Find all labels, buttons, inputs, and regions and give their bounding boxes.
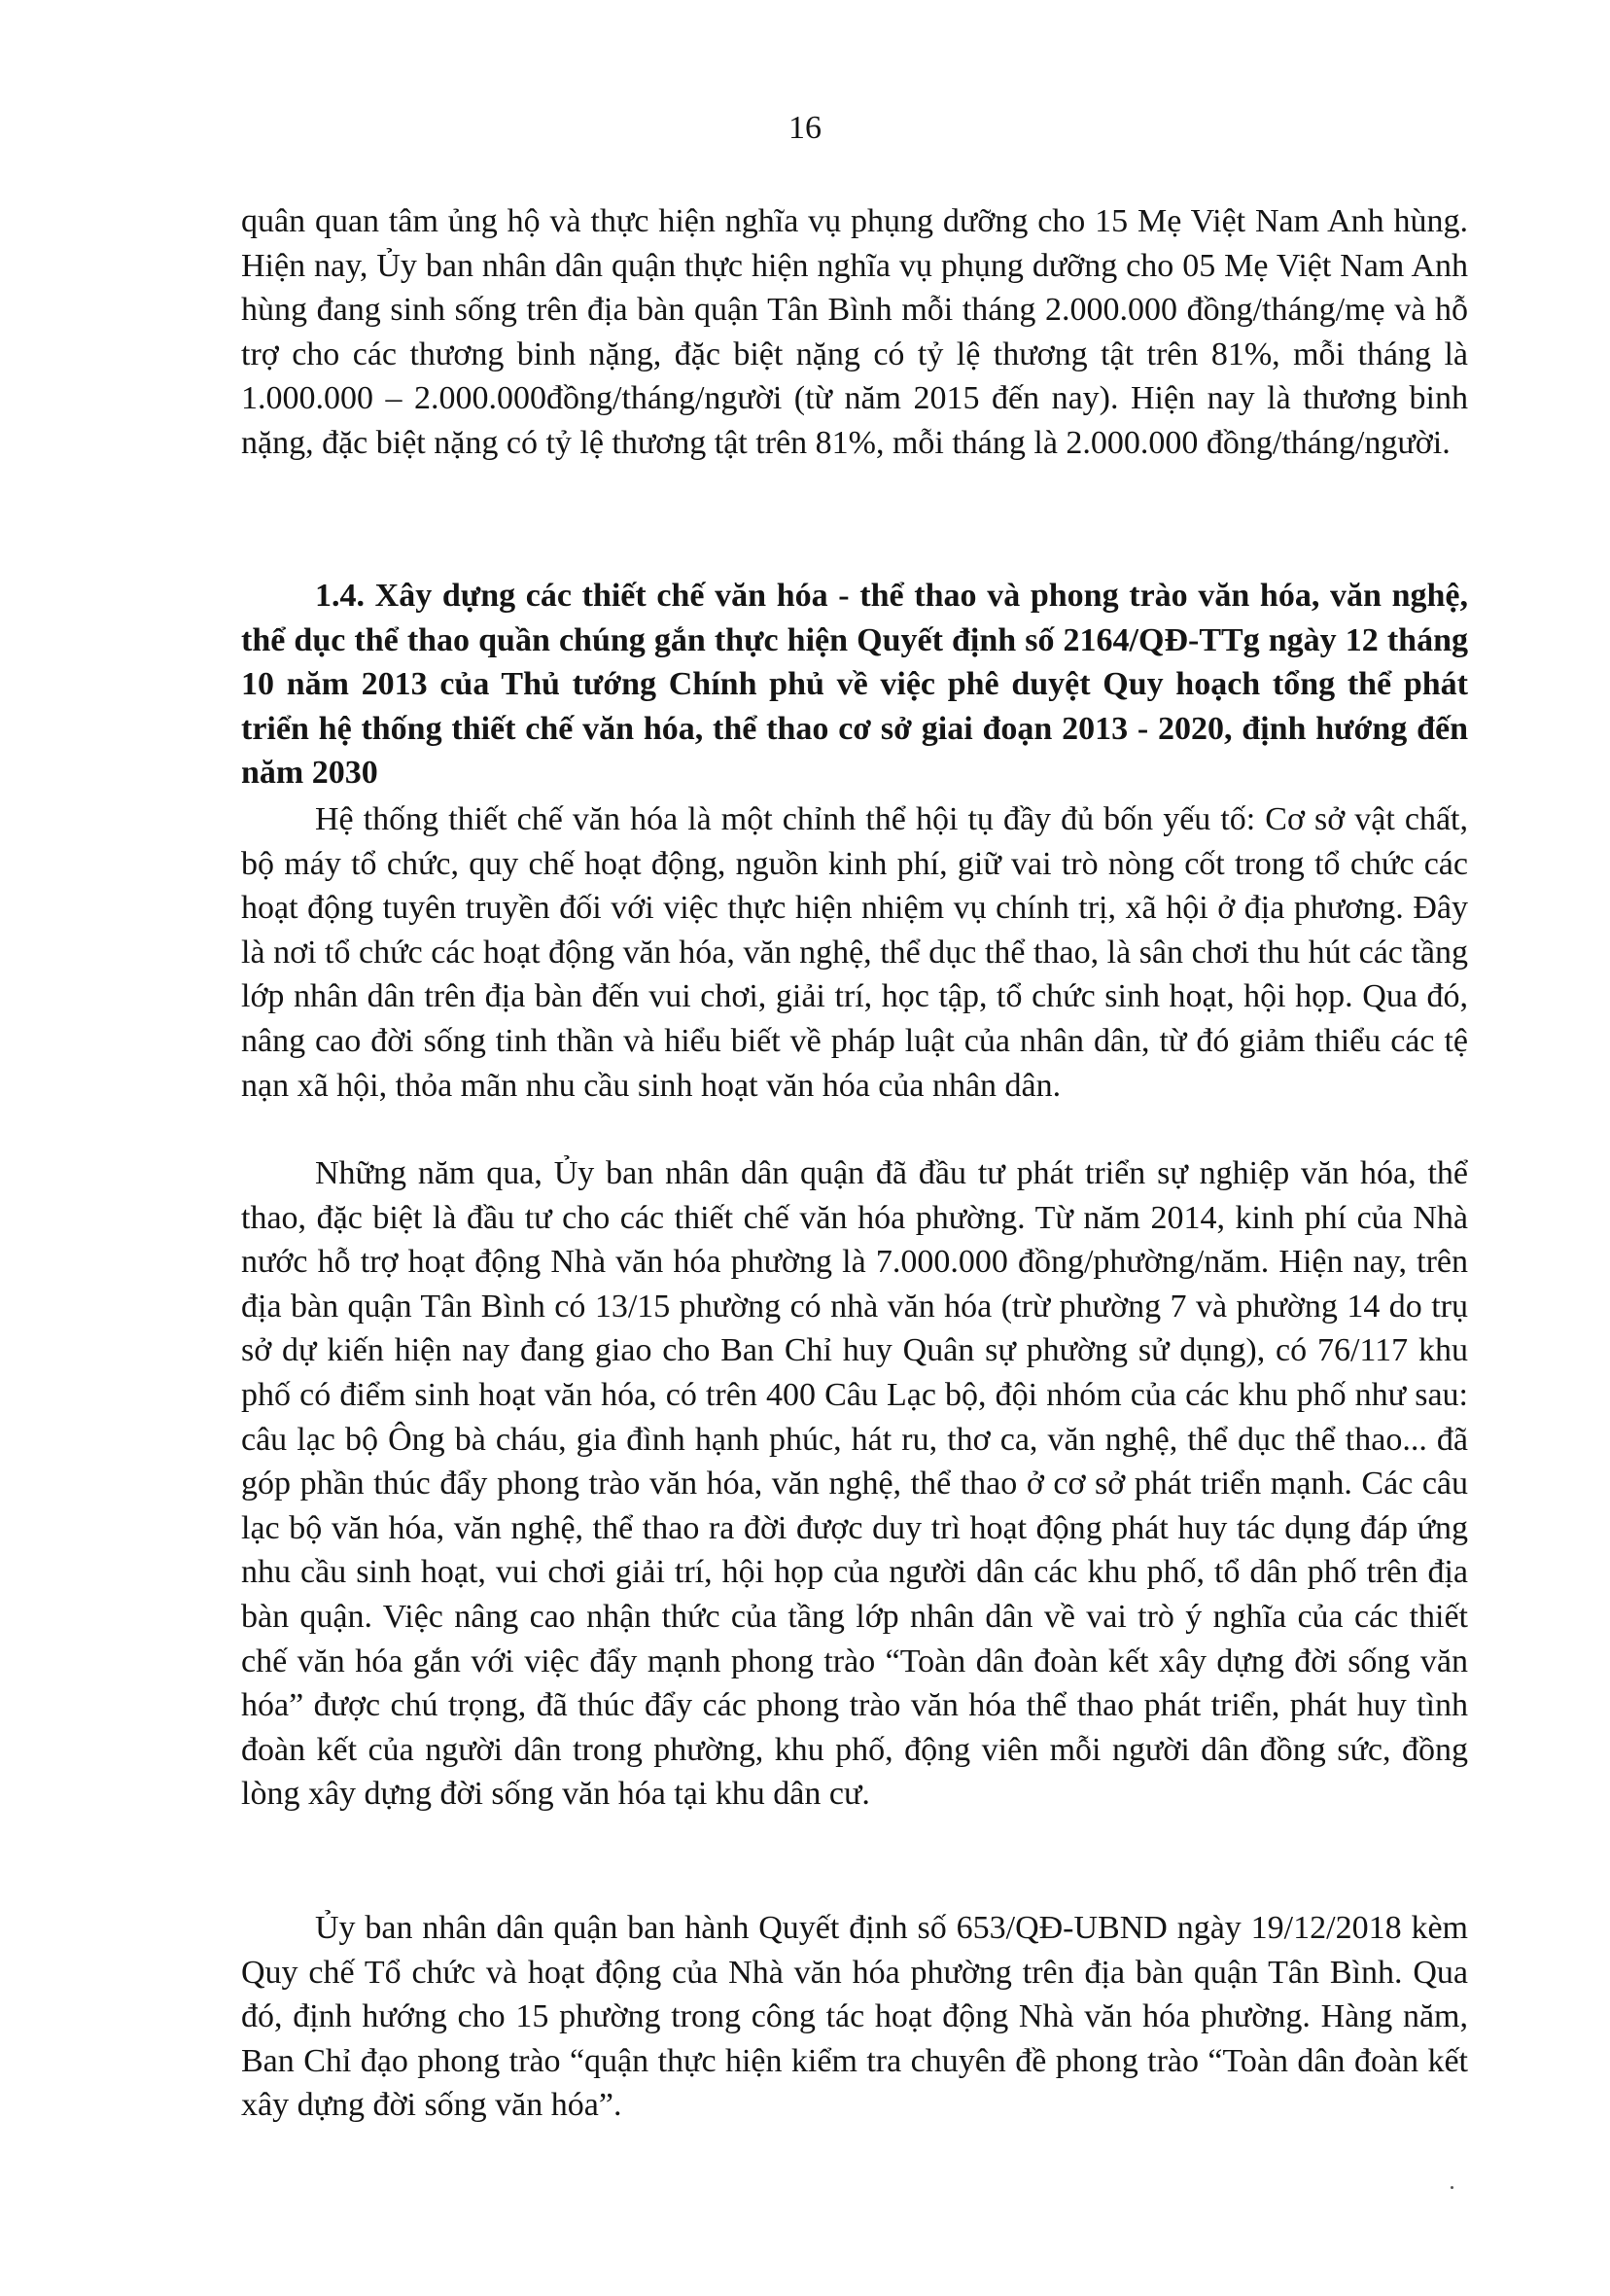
section-heading: 1.4. Xây dựng các thiết chế văn hóa - thể thao và phong trào văn hóa, văn nghệ, thể dục thể thao quần chúng gắn thực hiện Quyết định số 2164/QĐ-TTg ngày 12 tháng 10 năm 2013 của Thủ tướng Chính phủ về việc phê duyệt Quy hoạch tổng thể phát triển hệ thống thiết chế văn hóa, thể thao cơ sở giai đoạn 2013 - 2020, định hướng đến năm 2030 xyxy=(241,578,1468,792)
paragraph-2: Những năm qua, Ủy ban nhân dân quận đã đầu tư phát triển sự nghiệp văn hóa, thể thao, đặc biệt là đầu tư cho các thiết chế văn hóa phường. Từ năm 2014, kinh phí của Nhà nước hỗ trợ hoạt động Nhà văn hóa phường là 7.000.000 đồng/phường/năm. Hiện nay, trên địa bàn quận Tân Bình có 13/15 phường có nhà văn hóa (trừ phường 7 và phường 14 do trụ sở dự kiến hiện nay đang giao cho Ban Chỉ huy Quân sự phường sử dụng), có 76/117 khu phố có điểm sinh hoạt văn hóa, có trên 400 Câu Lạc bộ, đội nhóm của các khu phố như sau: câu lạc bộ Ông bà cháu, gia đình hạnh phúc, hát ru, thơ ca, văn nghệ, thể dục thể thao... đã góp phần thúc đẩy phong trào văn hóa, văn nghệ, thể thao ở cơ sở phát triển mạnh. Các câu lạc bộ văn hóa, văn nghệ, thể thao ra đời được duy trì hoạt động phát huy tác dụng đáp ứng nhu cầu sinh hoạt, vui chơi giải trí, hội họp của người dân các khu phố, tổ dân phố trên địa bàn quận. Việc nâng cao nhận thức của tầng lớp nhân dân về vai trò ý nghĩa của các thiết chế văn hóa gắn với việc đẩy mạnh phong trào “Toàn dân đoàn kết xây dựng đời sống văn hóa” được chú trọng, đã thúc đẩy các phong trào văn hóa thể thao phát triển, phát huy tình đoàn kết của người dân trong phường, khu phố, động viên mỗi người dân đồng sức, đồng lòng xây dựng đời sống văn hóa tại khu dân cư. xyxy=(241,1155,1468,1813)
paragraph-3: Ủy ban nhân dân quận ban hành Quyết định số 653/QĐ-UBND ngày 19/12/2018 kèm Quy chế Tổ chức và hoạt động của Nhà văn hóa phường trên địa bàn quận Tân Bình. Qua đó, định hướng cho 15 phường trong công tác hoạt động Nhà văn hóa phường. Hàng năm, Ban Chỉ đạo phong trào “quận thực hiện kiểm tra chuyên đề phong trào “Toàn dân đoàn kết xây dựng đời sống văn hóa”. xyxy=(241,1910,1468,2124)
paragraph-1-block xyxy=(241,797,1468,1108)
scan-speck xyxy=(1451,2186,1453,2189)
paragraph-1: Hệ thống thiết chế văn hóa là một chỉnh thể hội tụ đầy đủ bốn yếu tố: Cơ sở vật chất, bộ máy tổ chức, quy chế hoạt động, nguồn kinh phí, giữ vai trò nòng cốt trong tổ chức các hoạt động tuyên truyền đối với việc thực hiện nhiệm vụ chính trị, xã hội ở địa phương. Đây là nơi tổ chức các hoạt động văn hóa, văn nghệ, thể dục thể thao, là sân chơi thu hút các tầng lớp nhân dân trên địa bàn đến vui chơi, giải trí, học tập, tổ chức sinh hoạt, hội họp. Qua đó, nâng cao đời sống tinh thần và hiểu biết về pháp luật của nhân dân, từ đó giảm thiểu các tệ nạn xã hội, thỏa mãn nhu cầu sinh hoạt văn hóa của nhân dân. xyxy=(241,801,1468,1104)
paragraph-2-block xyxy=(241,1151,1468,1817)
page-number: 16 xyxy=(788,110,822,146)
section-heading-block xyxy=(241,574,1468,795)
paragraph-3-block xyxy=(241,1906,1468,2128)
intro-paragraph: quân quan tâm ủng hộ và thực hiện nghĩa vụ phụng dưỡng cho 15 Mẹ Việt Nam Anh hùng. Hiện nay, Ủy ban nhân dân quận thực hiện nghĩa vụ phụng dưỡng cho 05 Mẹ Việt Nam Anh hùng đang sinh sống trên địa bàn quận Tân Bình mỗi tháng 2.000.000 đồng/tháng/mẹ và hỗ trợ cho các thương binh nặng, đặc biệt nặng có tỷ lệ thương tật trên 81%, mỗi tháng là 1.000.000 – 2.000.000đồng/tháng/người (từ năm 2015 đến nay). Hiện nay là thương binh nặng, đặc biệt nặng có tỷ lệ thương tật trên 81%, mỗi tháng là 2.000.000 đồng/tháng/người. xyxy=(241,203,1468,461)
intro-paragraph-block xyxy=(241,199,1468,466)
